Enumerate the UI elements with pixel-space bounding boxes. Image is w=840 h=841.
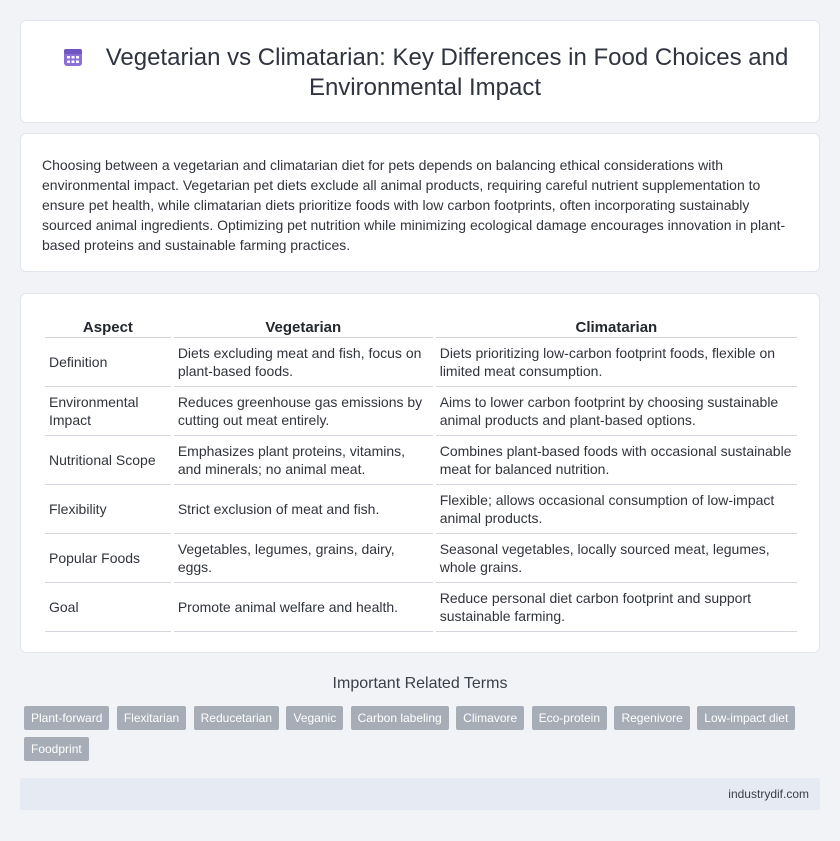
footer: [20, 778, 820, 810]
vegetarian-cell: Diets excluding meat and fish, focus on plant-based foods.: [174, 338, 433, 387]
climatarian-cell: Flexible; allows occasional consumption of low-impact animal products.: [436, 485, 797, 534]
vegetarian-cell: Strict exclusion of meat and fish.: [174, 485, 433, 534]
aspect-cell: Environmental Impact: [45, 387, 171, 436]
header-vegetarian: Vegetarian: [174, 315, 433, 338]
related-tag[interactable]: Low-impact diet: [697, 706, 795, 730]
aspect-cell: Nutritional Scope: [45, 436, 171, 485]
page-title-wrap: [61, 43, 789, 103]
climatarian-cell: Combines plant-based foods with occasional sustainable meat for balanced nutrition.: [436, 436, 797, 485]
table-row: [45, 436, 797, 485]
footer-site-link[interactable]: industrydif.com: [728, 787, 809, 801]
related-tag[interactable]: Eco-protein: [532, 706, 607, 730]
vegetarian-cell: Reduces greenhouse gas emissions by cutting out meat entirely.: [174, 387, 433, 436]
aspect-cell: Goal: [45, 583, 171, 632]
table-row: [45, 583, 797, 632]
intro-card: [20, 133, 820, 272]
table-row: [45, 485, 797, 534]
table-header-row: [45, 315, 797, 338]
related-tag[interactable]: Carbon labeling: [351, 706, 449, 730]
related-terms-list: [24, 706, 814, 768]
table-row: [45, 338, 797, 387]
aspect-cell: Flexibility: [45, 485, 171, 534]
table-row: [45, 387, 797, 436]
comparison-card: [20, 293, 820, 653]
title-card: [20, 20, 820, 123]
header-aspect: Aspect: [45, 315, 171, 338]
related-terms-heading: Important Related Terms: [332, 675, 508, 692]
related-tag[interactable]: Regenivore: [614, 706, 689, 730]
aspect-cell: Definition: [45, 338, 171, 387]
related-tag[interactable]: Foodprint: [24, 737, 89, 761]
intro-paragraph: Choosing between a vegetarian and climatarian diet for pets depends on balancing ethical considerations with environmental impact. Vegetarian pet diets exclude all animal products, requiring careful nutrient supplementation to ensure pet health, while climatarian diets prioritize foods with low carbon footprints, often incorporating sustainably sourced animal ingredients. Optimizing pet nutrition while minimizing ecological damage encourages innovation in plant-based proteins and sustainable farming practices.: [42, 157, 786, 253]
vegetarian-cell: Promote animal welfare and health.: [174, 583, 433, 632]
related-tag[interactable]: Plant-forward: [24, 706, 109, 730]
climatarian-cell: Aims to lower carbon footprint by choosing sustainable animal products and plant-based options.: [436, 387, 797, 436]
aspect-cell: Popular Foods: [45, 534, 171, 583]
climatarian-cell: Seasonal vegetables, locally sourced meat, legumes, whole grains.: [436, 534, 797, 583]
climatarian-cell: Diets prioritizing low-carbon footprint foods, flexible on limited meat consumption.: [436, 338, 797, 387]
related-tag[interactable]: Flexitarian: [117, 706, 186, 730]
vegetarian-cell: Emphasizes plant proteins, vitamins, and minerals; no animal meat.: [174, 436, 433, 485]
related-tag[interactable]: Reducetarian: [194, 706, 279, 730]
vegetarian-cell: Vegetables, legumes, grains, dairy, eggs.: [174, 534, 433, 583]
comparison-table: [42, 315, 800, 632]
header-climatarian: Climatarian: [436, 315, 797, 338]
climatarian-cell: Reduce personal diet carbon footprint and support sustainable farming.: [436, 583, 797, 632]
calendar-grid-icon: [62, 46, 84, 68]
page-title: Vegetarian vs Climatarian: Key Differences in Food Choices and Environmental Impact: [105, 44, 789, 101]
related-tag[interactable]: Veganic: [286, 706, 343, 730]
related-tag[interactable]: Climavore: [456, 706, 524, 730]
table-row: [45, 534, 797, 583]
